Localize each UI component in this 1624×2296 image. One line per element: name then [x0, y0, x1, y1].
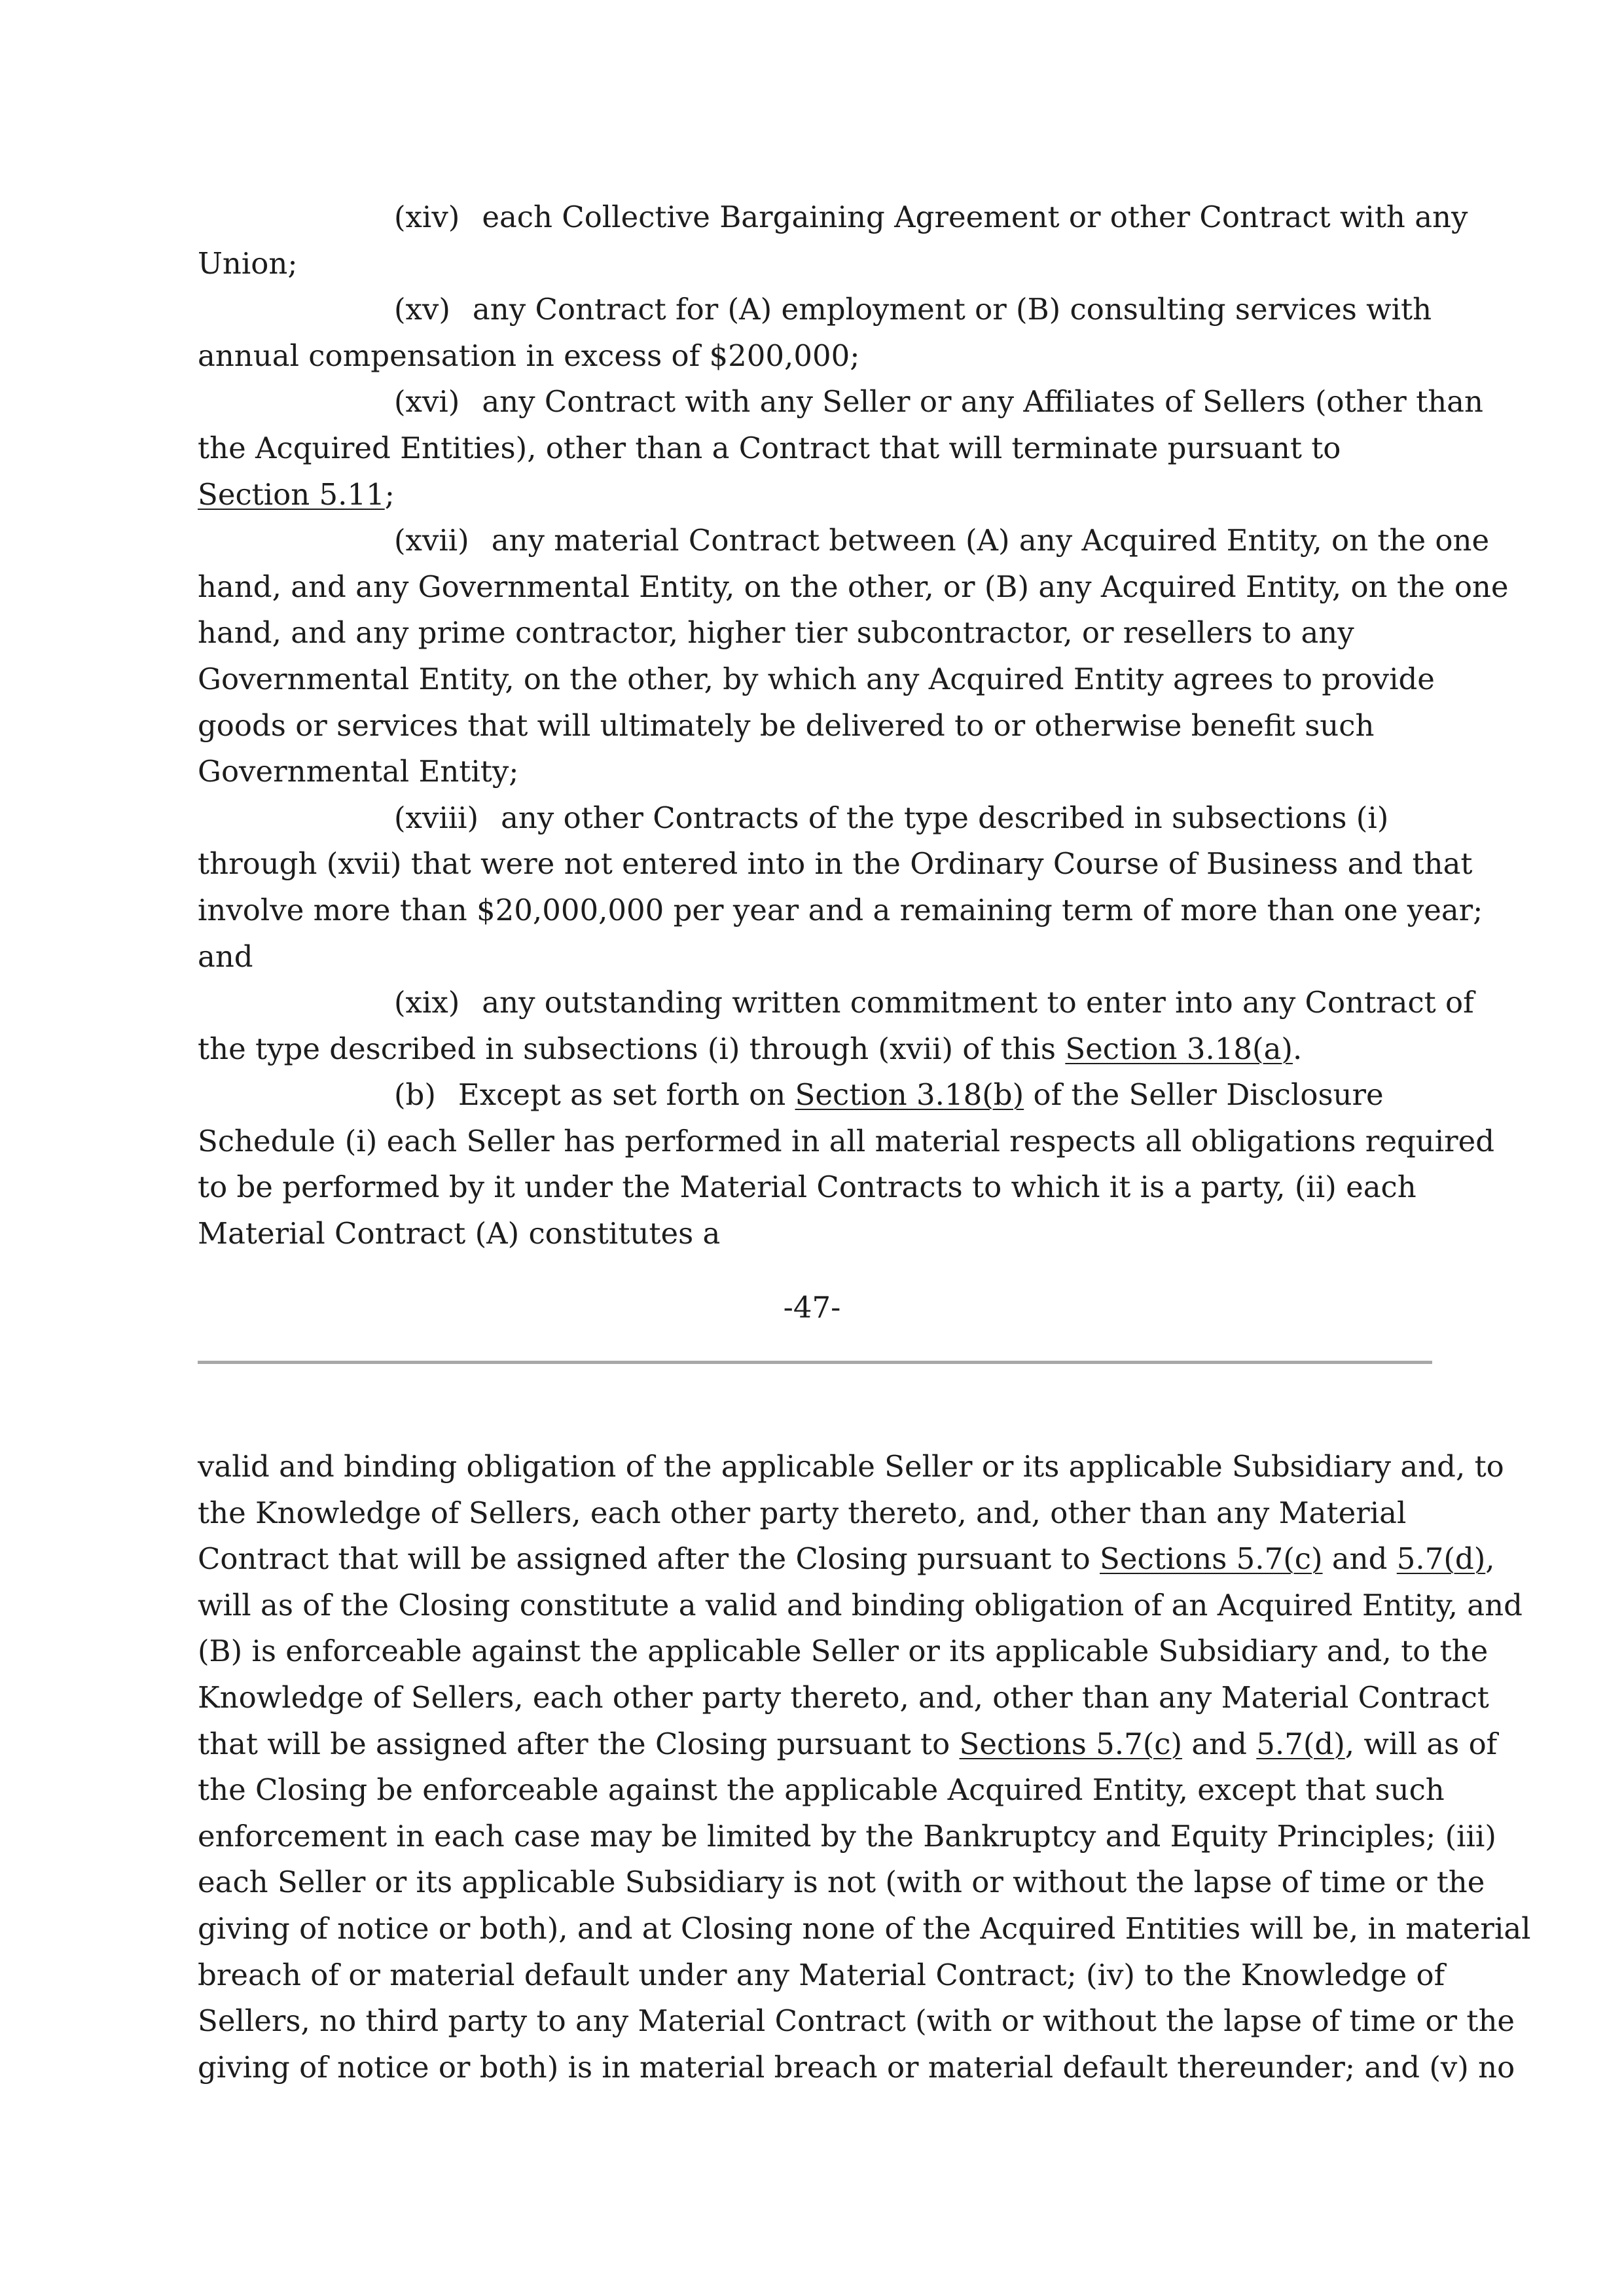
- text-line: Sellers, no third party to any Material Contract (with or without the lapse of time or the: [198, 2003, 1515, 2039]
- line-tail: ,: [1485, 1541, 1495, 1577]
- text-line: valid and binding obligation of the applicable Seller or its applicable Subsidiary and, to: [198, 1449, 1504, 1484]
- text-line: [198, 379, 1483, 425]
- line-tail: ;: [384, 476, 395, 512]
- text-line: goods or services that will ultimately be delivered to or otherwise benefit such: [198, 708, 1375, 743]
- text-line: enforcement in each case may be limited by the Bankruptcy and Equity Principles; (iii): [198, 1818, 1496, 1854]
- document-page-48: [198, 1444, 1531, 2090]
- text-line: [198, 1026, 1432, 1073]
- text-line: the Closing be enforceable against the applicable Acquired Entity, except that such: [198, 1772, 1445, 1808]
- line-text: the type described in subsections (i) through (xvii) of this: [198, 1031, 1066, 1066]
- item-text: any other Contracts of the type described in subsections (i): [501, 800, 1389, 835]
- text-line: Material Contract (A) constitutes a: [198, 1216, 721, 1251]
- text-line: hand, and any Governmental Entity, on the other, or (B) any Acquired Entity, on the one: [198, 569, 1509, 604]
- text-line: giving of notice or both) is in material breach or material default thereunder; and (v) no: [198, 2049, 1515, 2085]
- item-number: (xix): [394, 985, 460, 1020]
- item-number: (xvii): [394, 523, 469, 558]
- line-text: that will be assigned after the Closing pursuant to: [198, 1726, 960, 1761]
- text-line: the Knowledge of Sellers, each other party thereto, and, other than any Material: [198, 1495, 1407, 1530]
- item-text: any Contract for (A) employment or (B) consulting services with: [472, 292, 1432, 327]
- item-text: any Contract with any Seller or any Affiliates of Sellers (other than: [482, 384, 1483, 420]
- item-text: any outstanding written commitment to enter into any Contract of: [482, 985, 1474, 1020]
- item-number: (xviii): [394, 800, 479, 835]
- page-number: -47-: [783, 1290, 841, 1325]
- text-line: (B) is enforceable against the applicable Seller or its applicable Subsidiary and, to the: [198, 1634, 1489, 1669]
- section-reference: 5.7(d): [1396, 1541, 1486, 1577]
- text-line: [198, 1072, 1432, 1119]
- line-tail: , will as of: [1344, 1726, 1498, 1761]
- text-line: [198, 1536, 1495, 1583]
- text-line: Governmental Entity;: [198, 754, 519, 789]
- text-line: [198, 795, 1432, 842]
- text-line: annual compensation in excess of $200,000;: [198, 338, 860, 373]
- text-line: Union;: [198, 245, 298, 281]
- line-text: and: [1182, 1726, 1257, 1761]
- text-line: giving of notice or both), and at Closing none of the Acquired Entities will be, in material: [198, 1910, 1531, 1946]
- section-reference: Sections 5.7(c): [1100, 1541, 1323, 1577]
- text-line: through (xvii) that were not entered into in the Ordinary Course of Business and that: [198, 846, 1473, 882]
- section-reference: Sections 5.7(c): [959, 1726, 1183, 1761]
- text-line: [198, 472, 1432, 518]
- text-line: Knowledge of Sellers, each other party thereto, and, other than any Material Contract: [198, 1679, 1489, 1715]
- line-text: Contract that will be assigned after the Closing pursuant to: [198, 1541, 1100, 1577]
- line-text: and: [1322, 1541, 1397, 1577]
- text-line: [198, 980, 1474, 1026]
- text-line: breach of or material default under any Material Contract; (iv) to the Knowledge of: [198, 1957, 1445, 1992]
- text-line: and: [198, 939, 253, 974]
- item-number: (xvi): [394, 384, 460, 420]
- page-divider: [198, 1361, 1432, 1364]
- item-number: (xiv): [394, 200, 460, 234]
- line-tail: of the Seller Disclosure: [1024, 1077, 1384, 1113]
- text-line: [198, 194, 1468, 241]
- text-line: [198, 1721, 1498, 1768]
- item-number: (b): [394, 1077, 436, 1113]
- text-line: involve more than $20,000,000 per year and a remaining term of more than one year;: [198, 892, 1483, 927]
- line-tail: .: [1292, 1031, 1303, 1066]
- section-reference: Section 3.18(a): [1065, 1031, 1293, 1066]
- text-line: will as of the Closing constitute a valid and binding obligation of an Acquired Entity, and: [198, 1587, 1523, 1623]
- text-line: the Acquired Entities), other than a Contract that will terminate pursuant to: [198, 430, 1341, 465]
- section-reference: Section 3.18(b): [795, 1077, 1024, 1113]
- item-text: Except as set forth on: [458, 1077, 795, 1113]
- section-reference: Section 5.11: [198, 476, 385, 512]
- document-page-47: [198, 194, 1509, 1257]
- text-line: hand, and any prime contractor, higher tier subcontractor, or resellers to any: [198, 615, 1354, 651]
- text-line: Schedule (i) each Seller has performed in all material respects all obligations required: [198, 1123, 1495, 1158]
- text-line: [198, 518, 1490, 564]
- item-text: each Collective Bargaining Agreement or other Contract with any: [482, 200, 1468, 234]
- item-text: any material Contract between (A) any Acquired Entity, on the one: [491, 523, 1490, 558]
- text-line: each Seller or its applicable Subsidiary is not (with or without the lapse of time or the: [198, 1865, 1485, 1900]
- text-line: [198, 287, 1432, 333]
- text-line: to be performed by it under the Material Contracts to which it is a party, (ii) each: [198, 1170, 1416, 1205]
- text-line: Governmental Entity, on the other, by which any Acquired Entity agrees to provide: [198, 661, 1435, 696]
- section-reference: 5.7(d): [1256, 1726, 1345, 1761]
- item-number: (xv): [394, 292, 450, 327]
